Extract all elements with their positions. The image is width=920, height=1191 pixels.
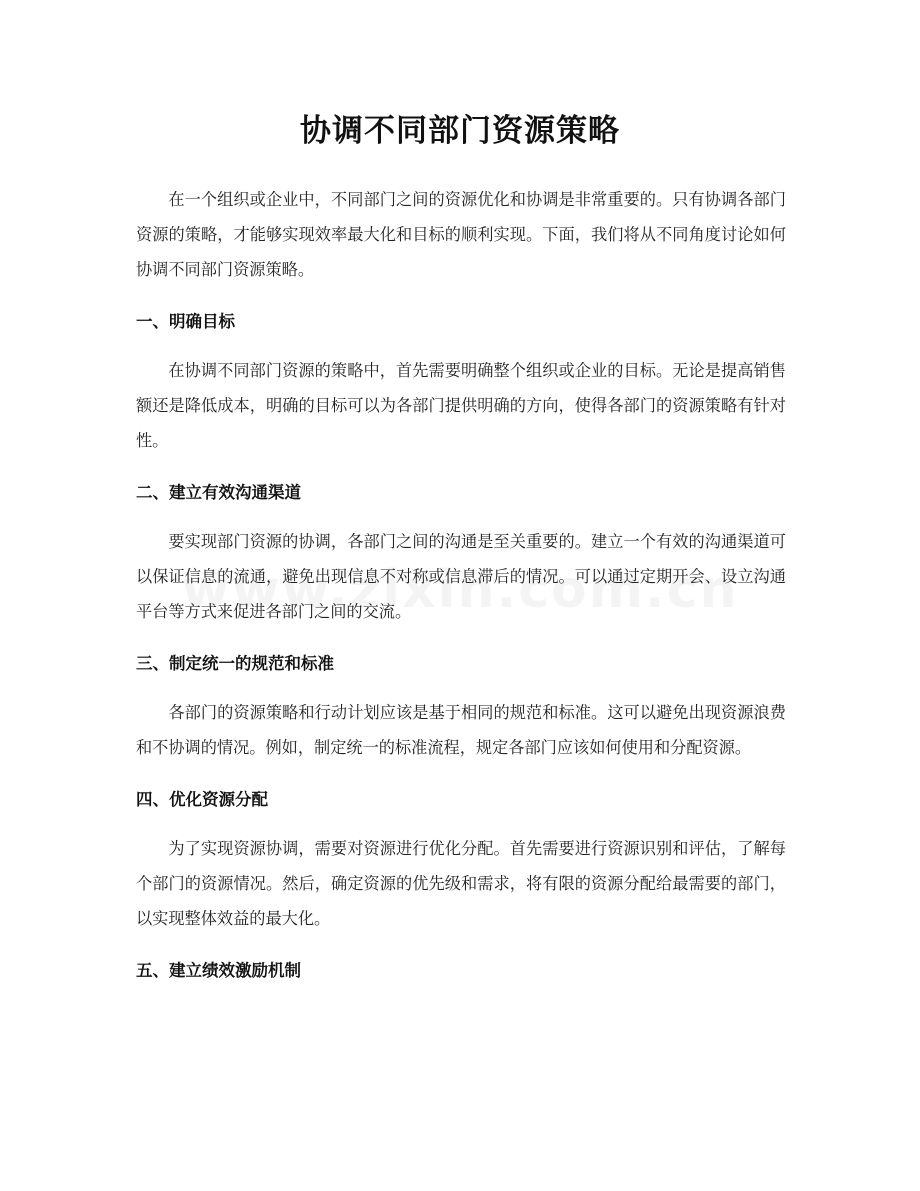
section-4 bbox=[136, 782, 786, 936]
section-paragraph: 要实现部门资源的协调，各部门之间的沟通是至关重要的。建立一个有效的沟通渠道可以保证信息的流通，避免出现信息不对称或信息滞后的情况。可以通过定期开会、设立沟通平台等方式来促进各部门之间的交流。 bbox=[136, 532, 786, 621]
section-heading: 四、优化资源分配 bbox=[136, 790, 268, 809]
section-paragraph: 在协调不同部门资源的策略中，首先需要明确整个组织或企业的目标。无论是提高销售额还是降低成本，明确的目标可以为各部门提供明确的方向，使得各部门的资源策略有针对性。 bbox=[136, 361, 786, 450]
section-3 bbox=[136, 646, 786, 765]
intro-paragraph: 在一个组织或企业中，不同部门之间的资源优化和协调是非常重要的。只有协调各部门资源的策略，才能够实现效率最大化和目标的顺利实现。下面，我们将从不同角度讨论如何协调不同部门资源策略。 bbox=[136, 190, 786, 279]
section-heading: 五、建立绩效激励机制 bbox=[136, 961, 301, 980]
page-title: 协调不同部门资源策略 bbox=[300, 113, 620, 149]
section-heading: 一、明确目标 bbox=[136, 312, 235, 331]
document-body bbox=[136, 182, 786, 988]
section-heading: 三、制定统一的规范和标准 bbox=[136, 654, 334, 673]
section-heading: 二、建立有效沟通渠道 bbox=[136, 483, 301, 502]
section-1 bbox=[136, 304, 786, 458]
section-paragraph: 为了实现资源协调，需要对资源进行优化分配。首先需要进行资源识别和评估，了解每个部门的资源情况。然后，确定资源的优先级和需求，将有限的资源分配给最需要的部门，以实现整体效益的最大化。 bbox=[136, 839, 786, 928]
section-5 bbox=[136, 953, 786, 988]
section-2 bbox=[136, 475, 786, 629]
section-paragraph: 各部门的资源策略和行动计划应该是基于相同的规范和标准。这可以避免出现资源浪费和不协调的情况。例如，制定统一的标准流程，规定各部门应该如何使用和分配资源。 bbox=[136, 703, 786, 757]
